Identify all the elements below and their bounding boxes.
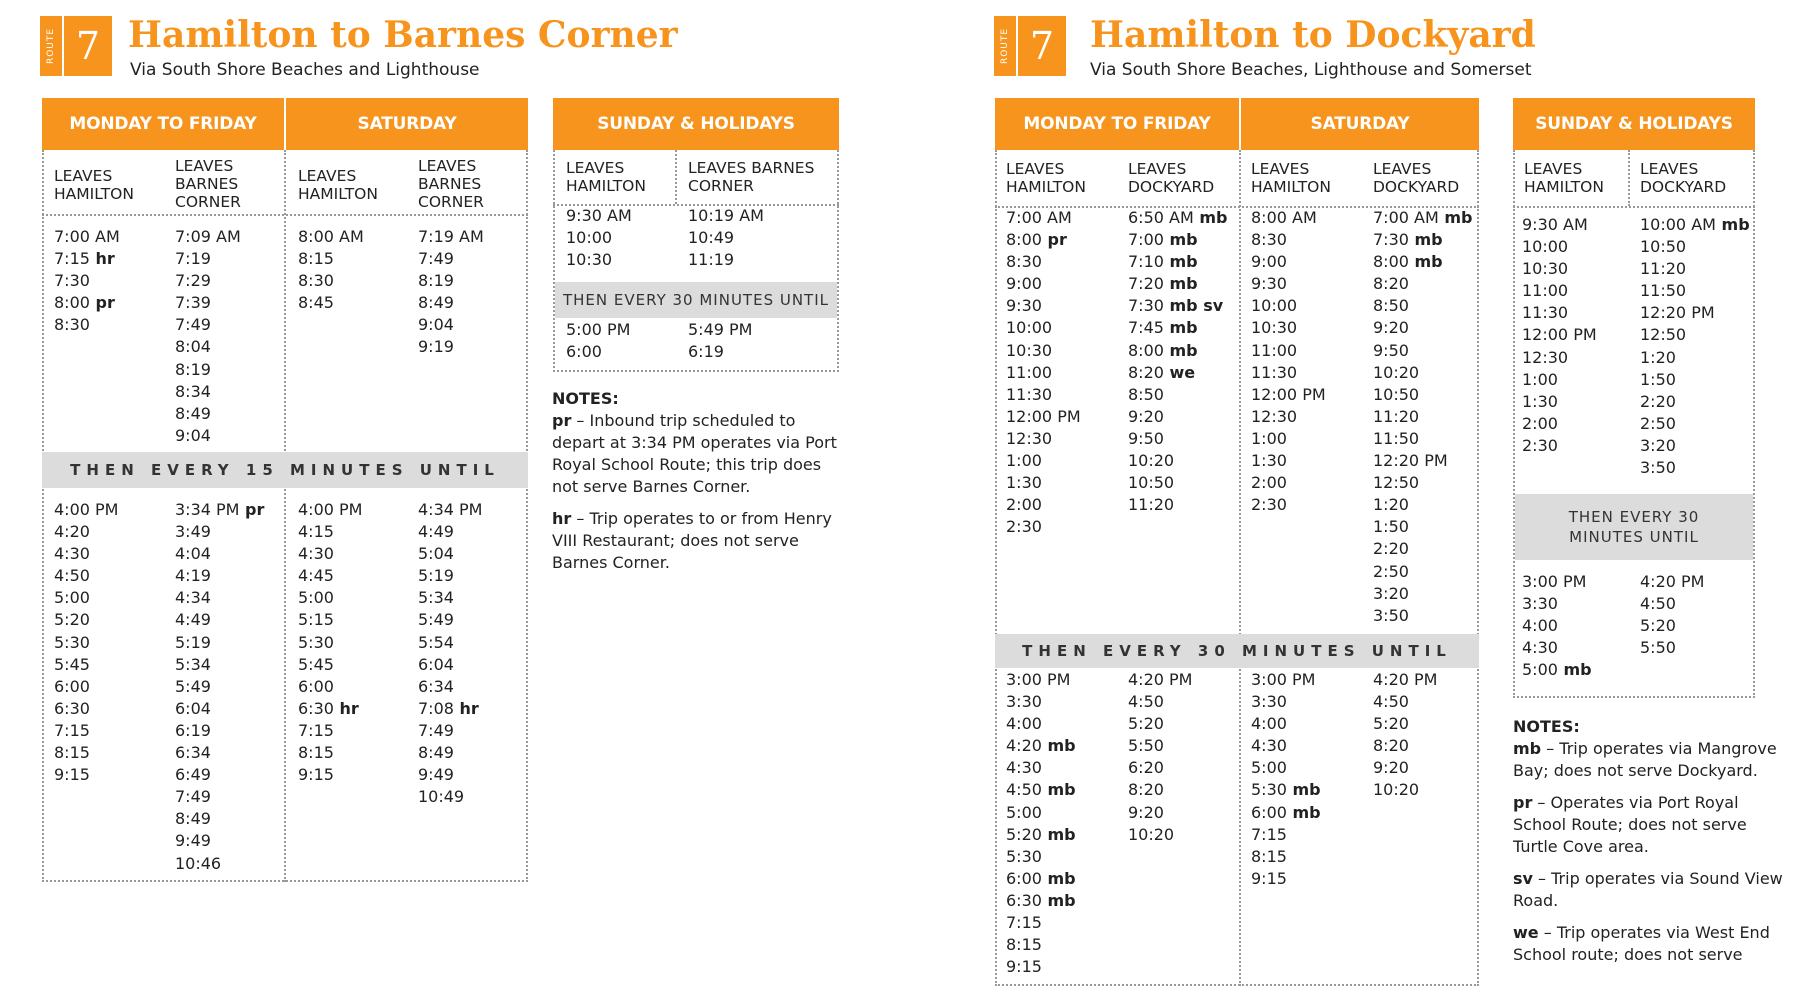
sunday-bottom-dockyard-times: 4:20 PM 4:50 5:20 5:50 xyxy=(1640,572,1705,658)
col-leaves-hamilton: LEAVES HAMILTON xyxy=(298,167,378,203)
col-leaves-hamilton: LEAVES HAMILTON xyxy=(1524,160,1604,196)
saturday-bottom-hamilton-times: 4:00 PM 4:15 4:30 4:45 5:00 5:15 5:30 5:45 6:00 6:30 hr 7:15 8:15 9:15 xyxy=(298,500,363,785)
note-hr: hr – Trip operates to or from Henry VIII Restaurant; does not serve Barnes Corner. xyxy=(552,509,832,572)
route-badge xyxy=(40,16,112,76)
sunday-top-dockyard-times: 10:00 AM mb 10:50 11:20 11:50 12:20 PM 12:50 1:20 1:50 2:20 2:50 3:20 3:50 xyxy=(1640,215,1750,478)
saturday-bottom-barnes-times: 4:34 PM 4:49 5:04 5:19 5:34 5:49 5:54 6:04 6:34 7:08 hr 7:49 8:49 9:49 10:49 xyxy=(418,500,483,807)
saturday-bottom-dockyard-times: 4:20 PM 4:50 5:20 8:20 9:20 10:20 xyxy=(1373,670,1438,800)
frequency-band: THEN EVERY 15 MINUTES UNTIL xyxy=(42,452,528,488)
frequency-band: THEN EVERY 30 MINUTES UNTIL xyxy=(995,634,1479,668)
page-title: Hamilton to Dockyard xyxy=(1090,14,1536,56)
weekday-bottom-dockyard-times: 4:20 PM 4:50 5:20 5:50 6:20 8:20 9:20 10:20 xyxy=(1128,670,1193,844)
col-leaves-dockyard: LEAVES DOCKYARD xyxy=(1640,160,1727,196)
sunday-bottom-barnes-times: 5:49 PM 6:19 xyxy=(688,320,753,362)
header-weekday: MONDAY TO FRIDAY xyxy=(42,98,284,150)
sunday-top-barnes-times: 10:19 AM 10:49 11:19 xyxy=(688,206,764,270)
col-leaves-barnes: LEAVES BARNES CORNER xyxy=(175,157,241,211)
note-sv: sv – Trip operates via Sound View Road. xyxy=(1513,869,1783,910)
route-badge xyxy=(994,16,1066,76)
note-pr: pr – Inbound trip scheduled to depart at 3:34 PM operates via Port Royal School Route; this trip does not serve Barnes Corner. xyxy=(552,411,837,496)
page-subtitle: Via South Shore Beaches, Lighthouse and Somerset xyxy=(1090,60,1532,80)
sunday-frequency-band: THEN EVERY 30 MINUTES UNTIL xyxy=(1515,494,1753,560)
weekday-top-dockyard-times: 6:50 AM mb 7:00 mb 7:10 mb 7:20 mb 7:30 mb sv 7:45 mb 8:00 mb 8:20 we 8:50 9:20 9:50 10:20 10:50 11:20 xyxy=(1128,208,1228,515)
weekday-top-hamilton-times: 7:00 AM 8:00 pr 8:30 9:00 9:30 10:00 10:30 11:00 11:30 12:00 PM 12:30 1:00 1:30 2:00 2:30 xyxy=(1006,208,1081,537)
col-leaves-dockyard: LEAVES DOCKYARD xyxy=(1373,160,1460,196)
col-leaves-hamilton: LEAVES HAMILTON xyxy=(1006,160,1086,196)
weekday-bottom-hamilton-times: 3:00 PM 3:30 4:00 4:20 mb 4:30 4:50 mb 5:00 5:20 mb 5:30 6:00 mb 6:30 mb 7:15 8:15 9:15 xyxy=(1006,670,1076,977)
saturday-top-hamilton-times: 8:00 AM 8:30 9:00 9:30 10:00 10:30 11:00 11:30 12:00 PM 12:30 1:00 1:30 2:00 2:30 xyxy=(1251,208,1326,515)
header-sunday: SUNDAY & HOLIDAYS xyxy=(1513,98,1755,150)
notes-heading: NOTES: xyxy=(552,389,619,408)
header-weekday: MONDAY TO FRIDAY xyxy=(995,98,1239,150)
route-label: ROUTE xyxy=(1000,27,1010,65)
note-mb: mb – Trip operates via Mangrove Bay; does not serve Dockyard. xyxy=(1513,739,1777,780)
sunday-frequency-band: THEN EVERY 30 MINUTES UNTIL xyxy=(555,282,837,318)
sunday-bottom-hamilton-times: 5:00 PM 6:00 xyxy=(566,320,631,362)
weekday-top-hamilton-times: 7:00 AM 7:15 hr 7:30 8:00 pr 8:30 xyxy=(54,227,120,335)
route-number: 7 xyxy=(1018,16,1066,76)
header-sunday: SUNDAY & HOLIDAYS xyxy=(553,98,839,150)
saturday-bottom-hamilton-times: 3:00 PM 3:30 4:00 4:30 5:00 5:30 mb 6:00 mb 7:15 8:15 9:15 xyxy=(1251,670,1321,888)
header-saturday: SATURDAY xyxy=(1241,98,1479,150)
col-leaves-hamilton: LEAVES HAMILTON xyxy=(566,159,646,195)
col-leaves-barnes: LEAVES BARNES CORNER xyxy=(418,157,484,211)
route-number: 7 xyxy=(64,16,112,76)
sunday-top-hamilton-times: 9:30 AM 10:00 10:30 11:00 11:30 12:00 PM 12:30 1:00 1:30 2:00 2:30 xyxy=(1522,215,1597,455)
col-leaves-dockyard: LEAVES DOCKYARD xyxy=(1128,160,1215,196)
saturday-top-hamilton-times: 8:00 AM 8:15 8:30 8:45 xyxy=(298,227,364,313)
weekday-top-barnes-times: 7:09 AM 7:19 7:29 7:39 7:49 8:04 8:19 8:34 8:49 9:04 xyxy=(175,227,241,445)
header-saturday: SATURDAY xyxy=(286,98,528,150)
note-pr: pr – Operates via Port Royal School Route; does not serve Turtle Cove area. xyxy=(1513,793,1747,856)
saturday-top-barnes-times: 7:19 AM 7:49 8:19 8:49 9:04 9:19 xyxy=(418,227,484,357)
page-title: Hamilton to Barnes Corner xyxy=(128,14,678,56)
sunday-top-hamilton-times: 9:30 AM 10:00 10:30 xyxy=(566,206,632,270)
notes xyxy=(1513,716,1783,976)
route-label: ROUTE xyxy=(46,27,56,65)
saturday-top-dockyard-times: 7:00 AM mb 7:30 mb 8:00 mb 8:20 8:50 9:20 9:50 10:20 10:50 11:20 11:50 12:20 PM 12:50 1:20 1:50 2:20 2:50 3:20 3:50 xyxy=(1373,208,1473,625)
sunday-bottom-hamilton-times: 3:00 PM 3:30 4:00 4:30 5:00 mb xyxy=(1522,572,1592,680)
note-we: we – Trip operates via West End School route; does not serve xyxy=(1513,923,1770,964)
notes-heading: NOTES: xyxy=(1513,717,1580,736)
col-leaves-hamilton: LEAVES HAMILTON xyxy=(54,167,134,203)
col-leaves-barnes: LEAVES BARNES CORNER xyxy=(688,159,815,195)
notes xyxy=(552,388,847,584)
weekday-bottom-hamilton-times: 4:00 PM 4:20 4:30 4:50 5:00 5:20 5:30 5:45 6:00 6:30 7:15 8:15 9:15 xyxy=(54,500,119,785)
page-subtitle: Via South Shore Beaches and Lighthouse xyxy=(130,60,480,80)
weekday-bottom-barnes-times: 3:34 PM pr 3:49 4:04 4:19 4:34 4:49 5:19 5:34 5:49 6:04 6:19 6:34 6:49 7:49 8:49 9:49 10:46 xyxy=(175,500,265,873)
col-leaves-hamilton: LEAVES HAMILTON xyxy=(1251,160,1331,196)
